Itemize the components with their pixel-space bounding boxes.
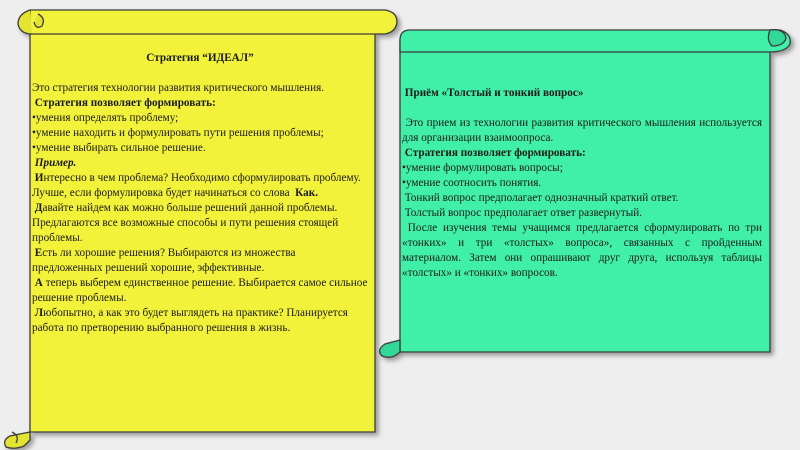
left-step-l: Любопытно, а как это будет выглядеть на практике? Планируется работа по претворению выбранного решения в жизнь. bbox=[32, 307, 348, 334]
right-after-text: После изучения темы учащимся предлагается сформулировать по три «тонких» и три «толстых» вопроса», связанных с пройденным материалом. Затем они опрашивают друг друга, используя таблицы «толстых» и «тонких» вопросов. bbox=[402, 222, 763, 279]
right-thick-question: Толстый вопрос предполагает ответ развернутый. bbox=[404, 207, 642, 219]
left-example-label: Пример. bbox=[34, 157, 77, 169]
right-intro: Это прием из технологии развития критического мышления используется для организации взаимоопроса. bbox=[402, 117, 762, 144]
left-bullet: •умения определять проблему; bbox=[32, 112, 179, 124]
right-title: Приём «Толстый и тонкий вопрос» bbox=[404, 87, 584, 99]
left-intro: Это стратегия технологии развития критического мышления. bbox=[32, 82, 325, 94]
right-bullet: •умение соотносить понятия. bbox=[402, 177, 542, 189]
left-title: Стратегия “ИДЕАЛ” bbox=[146, 52, 254, 64]
left-step-i: Интересно в чем проблема? Необходимо сформулировать проблему. Лучше, если формулировка будет начинаться со слова Как. bbox=[32, 172, 361, 199]
left-scroll-text bbox=[32, 51, 368, 336]
left-bullet: •умение выбирать сильное решение. bbox=[32, 142, 206, 154]
left-bullet: •умение находить и формулировать пути решения проблемы; bbox=[32, 127, 324, 139]
left-step-a: А теперь выберем единственное решение. Выбирается самое сильное решение проблемы. bbox=[32, 277, 368, 304]
right-bullet: •умение формулировать вопросы; bbox=[402, 162, 563, 174]
right-thin-question: Тонкий вопрос предполагает однозначный краткий ответ. bbox=[404, 192, 679, 204]
left-step-d: Давайте найдем как можно больше решений данной проблемы. Предлагаются все возможные способы и пути решения стоящей проблемы. bbox=[32, 202, 339, 244]
right-scroll-text bbox=[402, 86, 762, 281]
left-allows-heading: Стратегия позволяет формировать: bbox=[34, 97, 216, 109]
right-allows-heading: Стратегия позволяет формировать: bbox=[404, 147, 586, 159]
left-step-e: Есть ли хорошие решения? Выбираются из множества предложенных решений хорошие, эффективные. bbox=[32, 247, 296, 274]
